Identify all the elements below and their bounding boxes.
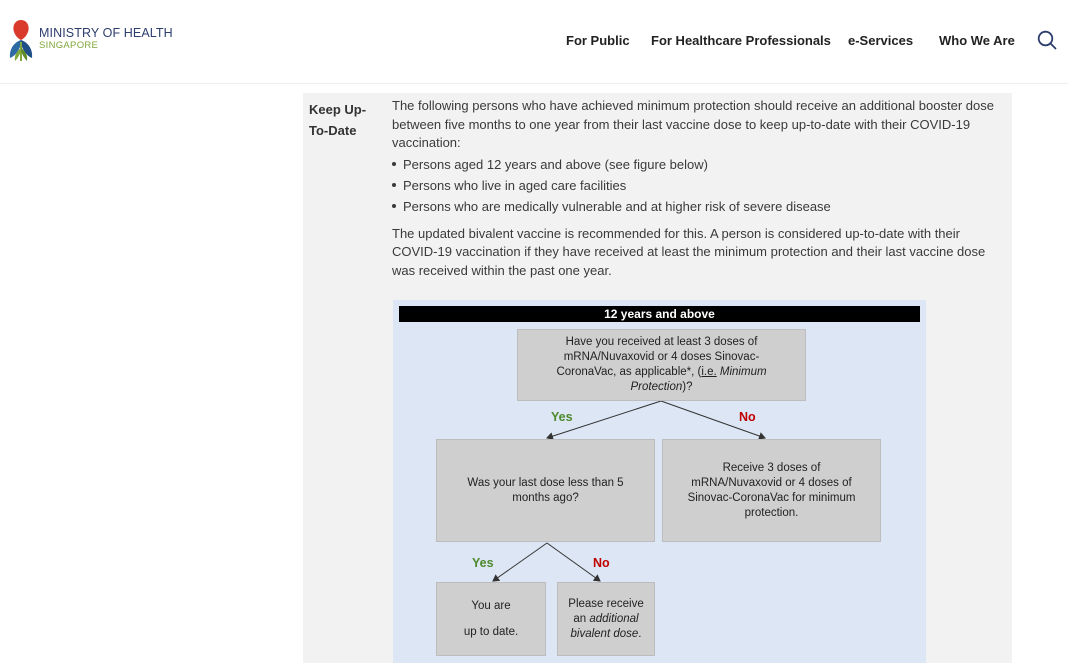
list-item: Persons aged 12 years and above (see figure below) [392,154,997,175]
figure-title: 12 years and above [399,306,920,322]
minimum-protection-action-box [662,439,881,542]
site-header [0,0,1068,84]
nav-who-we-are[interactable]: Who We Are [939,33,1015,48]
uptodate-line2: up to date. [463,625,519,638]
booster-italic: additional bivalent dose [570,612,639,640]
no-result-text: Receive 3 doses of mRNA/Nuvaxovid or 4 doses of Sinovac-CoronaVac for minimum protection. [687,461,856,519]
logo-title: MINISTRY OF HEALTH [39,26,173,40]
nav-for-healthcare-professionals[interactable]: For Healthcare Professionals [651,33,831,48]
logo-text[interactable] [39,26,173,52]
logo-subtitle: SINGAPORE [39,40,99,51]
eligibility-list [392,154,997,217]
no-label: No [593,556,610,570]
up-to-date-box [436,582,546,656]
intro-paragraph: The following persons who have achieved minimum protection should receive an additional booster dose between five months to one year from their last vaccine dose to keep up-to-date with their COVID-19 vaccination: [392,98,994,150]
question-minimum-protection-box [517,329,806,401]
no-label: No [739,410,756,424]
moh-logo-icon[interactable] [6,18,36,62]
q1-italic: Minimum Protection [630,366,767,393]
list-item: Persons who are medically vulnerable and at higher risk of severe disease [392,196,997,217]
nav-for-public[interactable]: For Public [566,33,630,48]
q1-end: )? [682,381,693,393]
search-icon[interactable] [1037,30,1057,50]
booster-text: Please receive an [568,597,644,625]
question-last-dose-box [436,439,655,542]
additional-dose-box [557,582,655,656]
content-panel [303,93,1012,663]
yes-label: Yes [472,556,494,570]
arrow-q2-yes [493,543,547,581]
flowchart-figure [393,300,926,663]
yes-label: Yes [551,410,573,424]
nav-e-services[interactable]: e-Services [848,33,914,48]
bivalent-paragraph: The updated bivalent vaccine is recommended for this. A person is considered up-to-date with their COVID-19 vaccination if they have received at least the minimum protection and their last vaccine dose was received within the past one year. [392,225,986,278]
uptodate-line1: You are [471,599,511,612]
list-item: Persons who live in aged care facilities [392,175,997,196]
q1-ie: i.e. [701,366,717,378]
section-label: Keep Up-To-Date [309,102,367,138]
q1-text: Have you received at least 3 doses of mRNA/Nuvaxovid or 4 doses Sinovac-CoronaVac, as applicable*, ( [556,336,760,378]
booster-end: . [638,627,642,640]
section-body [392,97,997,280]
q2-text: Was your last dose less than 5 months ago? [467,476,624,504]
